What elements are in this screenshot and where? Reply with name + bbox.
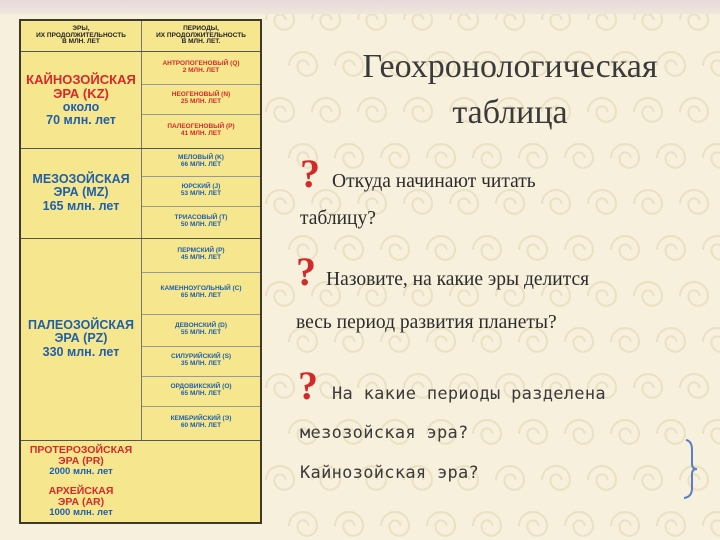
era-name: ПАЛЕОЗОЙСКАЯ — [27, 318, 135, 333]
table-row-divider — [142, 346, 260, 347]
background-swirl — [680, 282, 708, 306]
background-swirl — [680, 374, 708, 398]
background-swirl — [473, 420, 501, 444]
period-duration: 60 МЛН. ЛЕТ — [180, 422, 222, 429]
period-jurassic — [142, 176, 260, 206]
background-swirl — [657, 512, 685, 536]
background-swirl — [703, 420, 720, 444]
table-row-divider — [21, 440, 260, 441]
period-name: ТРИАСОВЫЙ (T) — [174, 214, 228, 222]
background-swirl — [496, 466, 524, 490]
background-swirl — [657, 144, 685, 168]
table-row-divider — [142, 84, 260, 85]
geochronological-table — [19, 19, 262, 524]
header-eras-line: В МЛН. ЛЕТ — [62, 38, 100, 46]
background-swirl — [266, 466, 294, 490]
period-name: МЕЛОВЫЙ (K) — [178, 154, 224, 162]
background-swirl — [703, 512, 720, 536]
background-swirl — [703, 144, 720, 168]
decorative-bracket-icon — [680, 438, 700, 500]
period-duration: 25 МЛН. ЛЕТ — [180, 98, 222, 105]
background-swirl — [266, 190, 294, 214]
background-swirl — [657, 236, 685, 260]
period-duration: 50 МЛН. ЛЕТ — [180, 221, 222, 228]
header-periods-line: ИХ ПРОДОЛЖИТЕЛЬНОСТЬ — [156, 31, 246, 39]
era-name: ПРОТЕРОЗОЙСКАЯ — [29, 444, 133, 456]
period-triassic — [142, 206, 260, 238]
question-3-line-1: На какие периоды разделена — [332, 384, 606, 404]
period-duration: 65 МЛН. ЛЕТ — [180, 390, 222, 397]
table-row-divider — [142, 176, 260, 177]
period-anthropogene — [142, 52, 260, 84]
background-swirl — [588, 466, 616, 490]
header-eras-line: ЭРЫ, — [72, 24, 90, 32]
background-swirl — [611, 328, 639, 352]
background-swirl — [703, 236, 720, 260]
period-duration: 55 МЛН. ЛЕТ — [180, 329, 222, 336]
era-name: АРХЕЙСКАЯ — [48, 485, 114, 497]
era-duration: 70 млн. лет — [46, 112, 116, 127]
slide-title-line: таблица — [452, 94, 568, 131]
background-swirl — [266, 374, 294, 398]
background-swirl — [427, 512, 455, 536]
background-swirl — [381, 512, 409, 536]
background-swirl — [680, 190, 708, 214]
background-swirl — [335, 512, 363, 536]
period-name: КАМЕННОУГОЛЬНЫЙ (C) — [160, 285, 242, 293]
table-row-divider — [142, 314, 260, 315]
question-1-line-2: таблицу? — [300, 208, 376, 229]
period-name: ОРДОВИКСКИЙ (O) — [170, 383, 232, 391]
era-code: ЭРА (MZ) — [53, 185, 109, 200]
period-duration: 35 МЛН. ЛЕТ — [180, 360, 222, 367]
period-name: СИЛУРИЙСКИЙ (S) — [170, 353, 232, 361]
background-swirl — [588, 282, 616, 306]
era-cenozoic — [21, 52, 141, 148]
era-code: ЭРА (PZ) — [54, 331, 108, 346]
background-swirl — [588, 190, 616, 214]
background-swirl — [703, 328, 720, 352]
period-permian — [142, 238, 260, 272]
background-swirl — [542, 190, 570, 214]
table-row-divider — [21, 51, 260, 52]
background-swirl — [611, 144, 639, 168]
background-swirl — [634, 282, 662, 306]
era-name: МЕЗОЗОЙСКАЯ — [32, 172, 130, 187]
slide-title — [300, 44, 720, 136]
background-swirl — [634, 466, 662, 490]
table-row-divider — [142, 206, 260, 207]
table-row-divider — [21, 148, 260, 149]
era-duration: 165 млн. лет — [42, 198, 120, 213]
period-name: КЕМБРИЙСКИЙ (Э) — [170, 415, 232, 423]
period-ordovician — [142, 376, 260, 406]
era-paleozoic — [21, 238, 141, 440]
question-3-line-3: Кайнозойская эра? — [300, 463, 480, 483]
question-3 — [298, 362, 606, 409]
question-1 — [300, 150, 536, 197]
question-1-line-1: Откуда начинают читать — [332, 171, 536, 192]
header-eras-column — [21, 21, 141, 51]
table-row-divider — [142, 114, 260, 115]
question-mark-icon: ? — [298, 363, 318, 408]
period-name: НЕОГЕНОВЫЙ (N) — [171, 91, 231, 99]
background-swirl — [565, 328, 593, 352]
period-duration: 41 МЛН. ЛЕТ — [180, 130, 222, 137]
background-swirl — [611, 236, 639, 260]
background-swirl — [542, 466, 570, 490]
period-name: АНТРОПОГЕНОВЫЙ (Q) — [162, 60, 240, 68]
background-swirl — [289, 512, 317, 536]
background-swirl — [519, 512, 547, 536]
period-duration: 45 МЛН. ЛЕТ — [180, 254, 222, 261]
top-decorative-band — [0, 0, 720, 14]
background-swirl — [565, 420, 593, 444]
period-silurian — [142, 346, 260, 376]
period-name: ПЕРМСКИЙ (P) — [177, 247, 225, 255]
background-swirl — [565, 512, 593, 536]
era-duration: 330 млн. лет — [42, 344, 120, 359]
question-2-line-2: весь период развития планеты? — [296, 312, 557, 333]
era-duration: 2000 млн. лет — [49, 466, 113, 478]
period-duration: 65 МЛН. ЛЕТ — [180, 292, 222, 299]
question-2-line-1: Назовите, на какие эры делится — [326, 269, 590, 290]
period-duration: 66 МЛН. ЛЕТ — [180, 161, 222, 168]
table-row-divider — [21, 238, 260, 239]
era-name: КАЙНОЗОЙСКАЯ — [26, 72, 136, 88]
header-periods-column — [142, 21, 260, 51]
table-row-divider — [142, 272, 260, 273]
background-swirl — [565, 144, 593, 168]
header-periods-line: ПЕРИОДЫ, — [183, 24, 219, 32]
background-swirl — [611, 512, 639, 536]
period-cambrian — [142, 406, 260, 440]
period-name: ПАЛЕОГЕНОВЫЙ (P) — [167, 123, 235, 131]
era-code: ЭРА (KZ) — [53, 85, 109, 101]
period-name: ДЕВОНСКИЙ (D) — [174, 322, 228, 330]
background-swirl — [473, 512, 501, 536]
period-duration: 53 МЛН. ЛЕТ — [180, 190, 222, 197]
header-periods-line: В МЛН. ЛЕТ. — [181, 38, 221, 46]
background-swirl — [519, 420, 547, 444]
period-name: ЮРСКИЙ (J) — [181, 183, 221, 191]
era-archean — [21, 482, 141, 522]
background-swirl — [634, 190, 662, 214]
header-eras-line: ИХ ПРОДОЛЖИТЕЛЬНОСТЬ — [36, 31, 126, 39]
period-devonian — [142, 314, 260, 346]
question-mark-icon: ? — [296, 249, 316, 294]
background-swirl — [611, 420, 639, 444]
period-paleogene — [142, 114, 260, 148]
background-swirl — [266, 98, 294, 122]
period-neogene — [142, 84, 260, 114]
question-mark-icon: ? — [300, 151, 320, 196]
era-mesozoic — [21, 148, 141, 238]
question-2 — [296, 248, 589, 295]
period-duration: 2 МЛН. ЛЕТ — [182, 67, 220, 74]
period-cretaceous — [142, 148, 260, 176]
era-duration: около — [62, 99, 100, 114]
background-swirl — [266, 282, 294, 306]
period-carboniferous — [142, 272, 260, 314]
era-proterozoic — [21, 440, 141, 482]
slide-title-line: Геохронологическая — [362, 48, 658, 85]
era-code: ЭРА (PR) — [58, 455, 104, 468]
era-duration: 1000 млн. лет — [49, 507, 113, 519]
background-swirl — [657, 328, 685, 352]
question-3-line-2: мезозойская эра? — [300, 423, 469, 443]
table-row-divider — [142, 406, 260, 407]
table-row-divider — [142, 376, 260, 377]
background-swirl — [634, 374, 662, 398]
era-code: ЭРА (AR) — [57, 496, 105, 509]
